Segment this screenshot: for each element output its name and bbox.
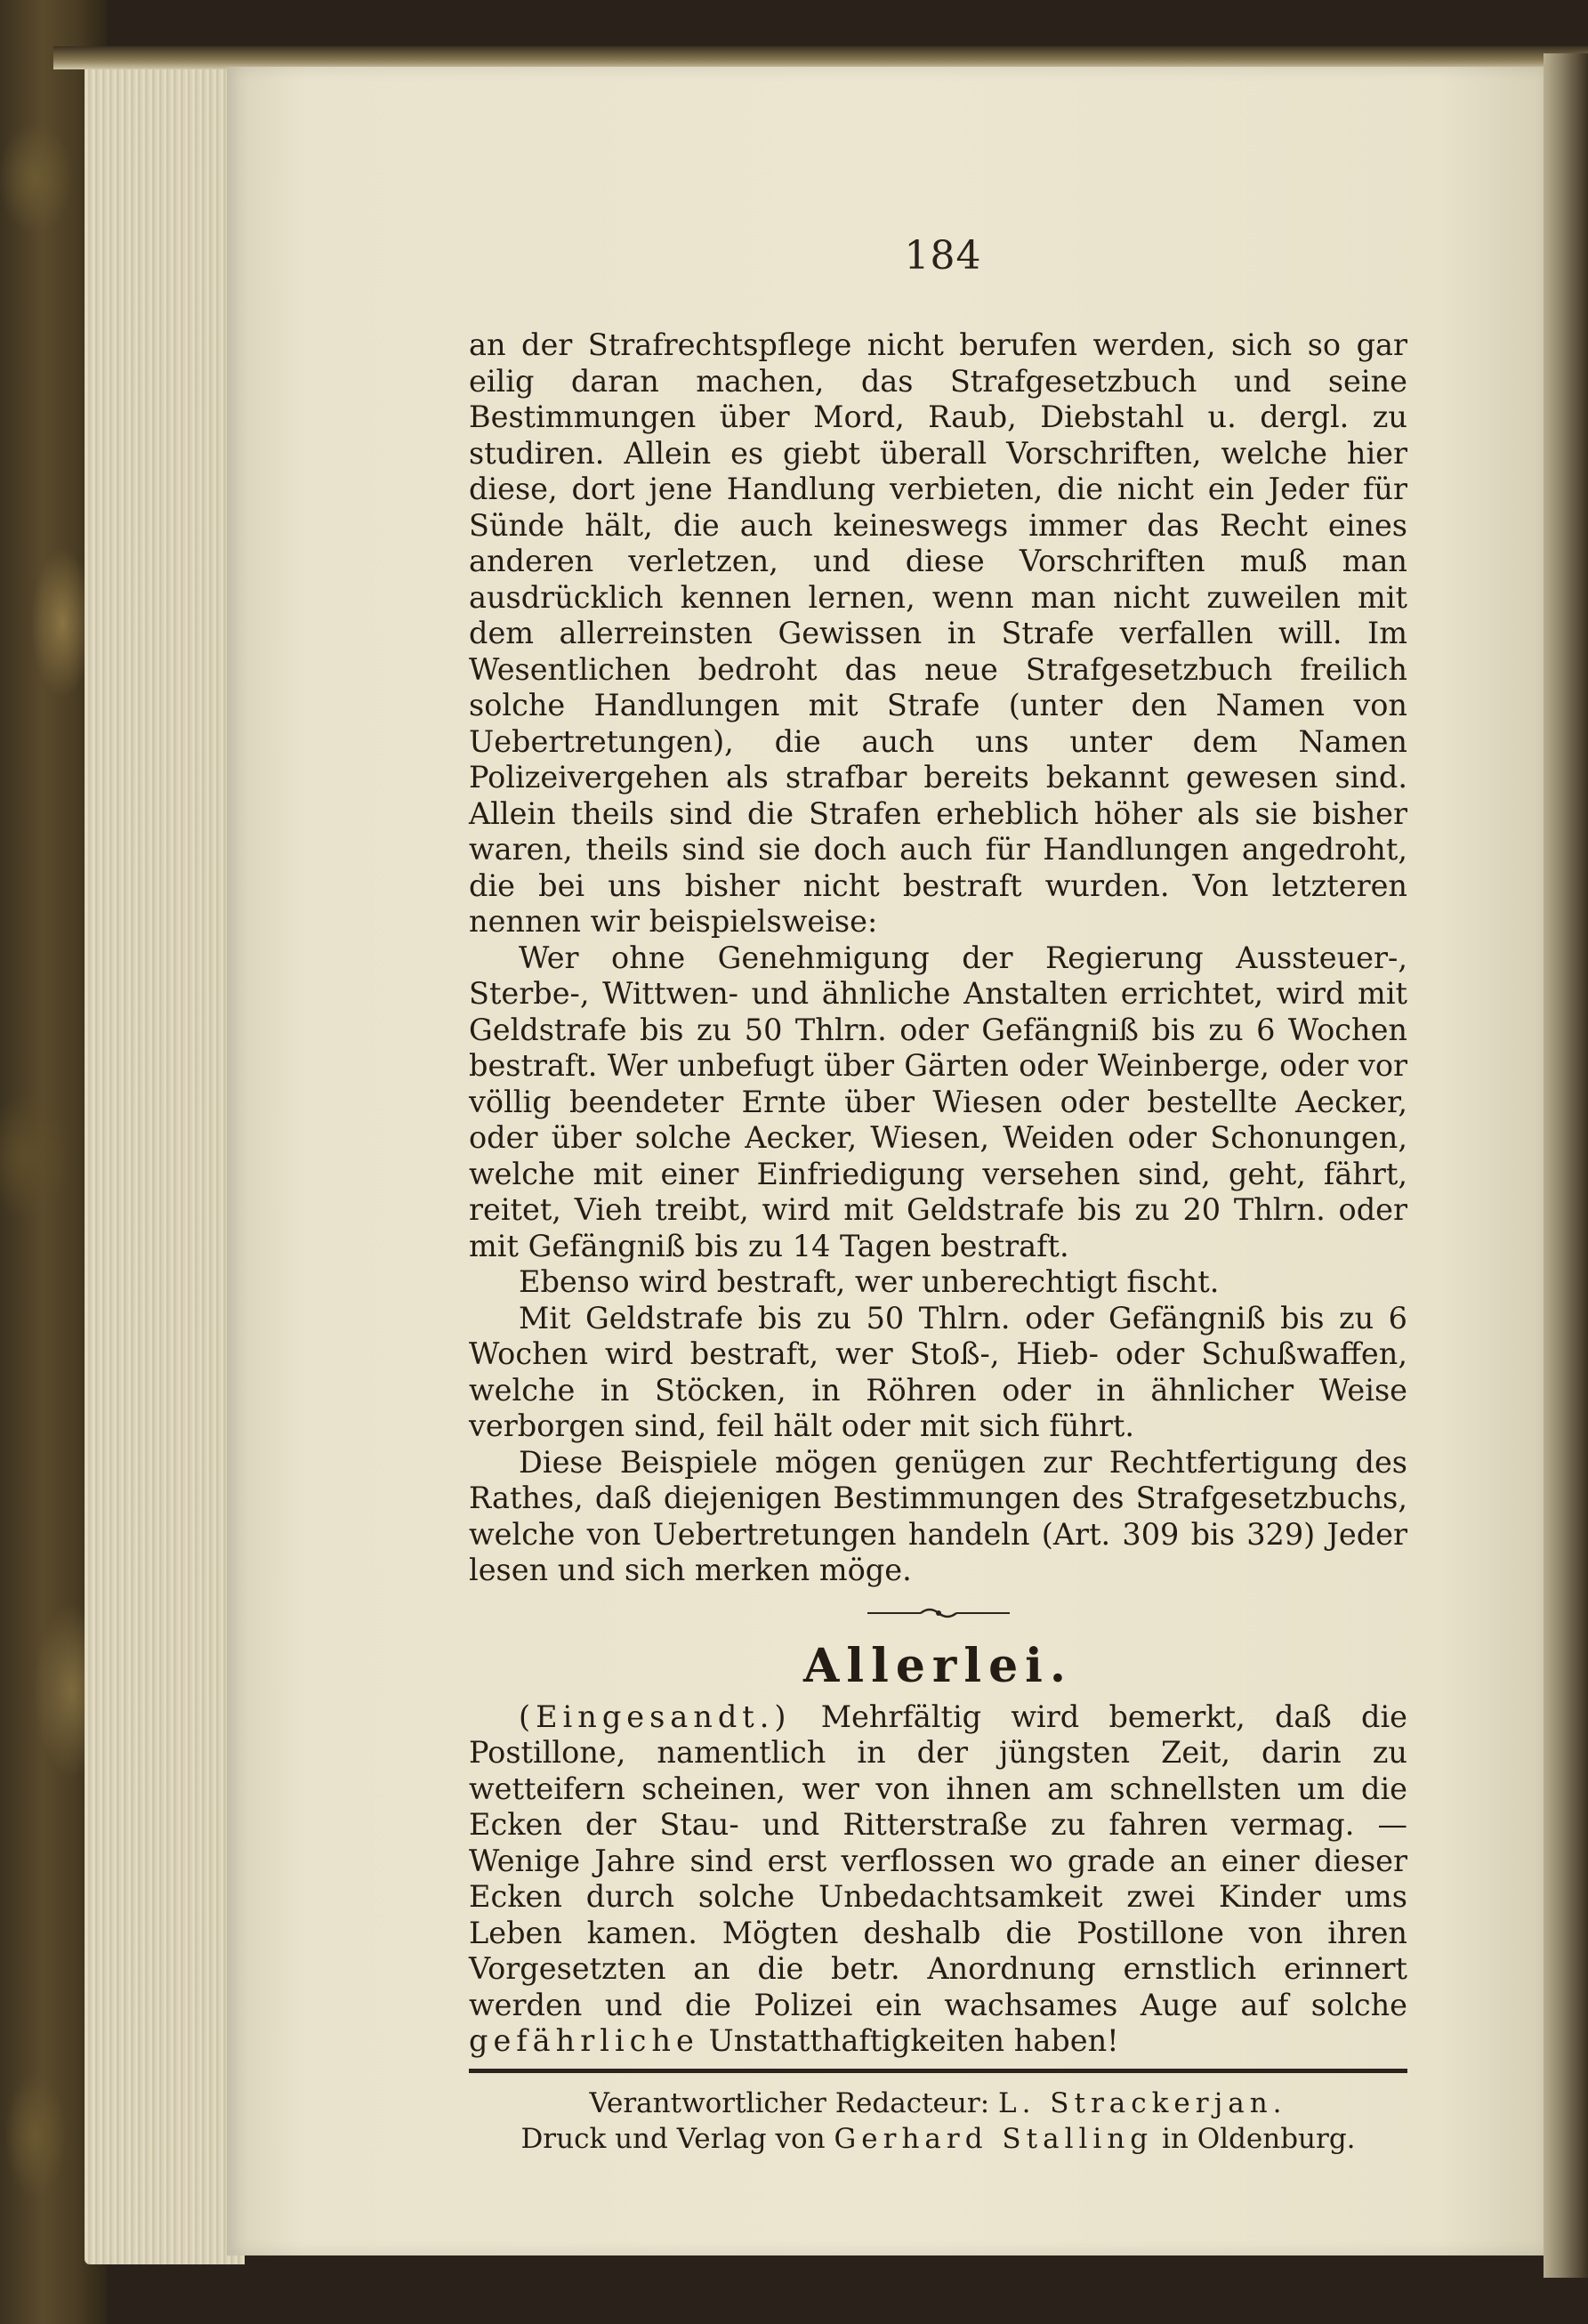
section-divider-ornament [469, 1593, 1407, 1634]
page-text [469, 327, 1407, 2157]
press-name: Gerhard Stalling [834, 2122, 1154, 2155]
section-text-1: Mehrfältig wird bemerkt, daß die Postillone, namentlich in der jüngsten Zeit, darin zu wetteifern scheinen, wer von ihnen am schnellsten um die Ecken der Stau- und Ritterstraße zu fahren vermag. — Wenige Jahre sind erst verflossen wo grade an einer dieser Ecken durch solche Unbedachtsamkeit zwei Kinder ums Leben kamen. Mögten deshalb die Postillone von ihren Vorgesetzten an die betr. Anordnung ernstlich erinnert werden und die Polizei ein wachsames Auge auf solche [469, 1699, 1407, 2022]
section-lead: (Eingesandt.) [519, 1699, 792, 1734]
page-right-edge [1544, 53, 1588, 2278]
paragraph-3: Ebenso wird bestraft, wer unberechtigt fischt. [519, 1264, 1220, 1299]
press-label-2: in Oldenburg. [1153, 2122, 1356, 2155]
page-number: 184 [904, 233, 982, 278]
paragraph-5: Diese Beispiele mögen genügen zur Rechtfertigung des Rathes, daß diejenigen Bestimmungen des Strafgesetzbuchs, welche von Uebertretungen handeln (Art. 309 bis 329) Jeder lesen und sich merken möge. [469, 1444, 1407, 1587]
section-paragraph [469, 1699, 1407, 2060]
ornament-icon [867, 1604, 1010, 1622]
page-edges [85, 58, 245, 2264]
editor-label: Verantwortlicher Redacteur: [589, 2086, 998, 2119]
section-text-2: Unstatthaftigkeiten haben! [698, 2023, 1119, 2058]
imprint-editor-line [469, 2086, 1407, 2121]
editor-name: L. Strackerjan. [998, 2086, 1287, 2119]
paragraph-2: Wer ohne Genehmigung der Regierung Aussteuer-, Sterbe-, Wittwen- und ähnliche Anstalten errichtet, wird mit Geldstrafe bis zu 50 Thlrn. oder Gefängniß bis zu 6 Wochen bestraft. Wer unbefugt über Gärten oder Weinberge, oder vor völlig beendeter Ernte über Wiesen oder bestellte Aecker, oder über solche Aecker, Wiesen, Weiden oder Schonungen, welche mit einer Einfriedigung versehen sind, geht, fährt, reitet, Vieh treibt, wird mit Geldstrafe bis zu 20 Thlrn. oder mit Gefängniß bis zu 14 Tagen bestraft. [469, 940, 1407, 1263]
imprint-press-line [469, 2121, 1407, 2157]
paragraph-1: an der Strafrechtspflege nicht berufen werden, sich so gar eilig daran machen, das Strafgesetzbuch und seine Bestimmungen über Mord, Raub, Diebstahl u. dergl. zu studiren. Allein es giebt überall Vorschriften, welche hier diese, dort jene Handlung verbieten, die nicht ein Jeder für Sünde hält, die auch keineswegs immer das Recht eines anderen verletzen, und diese Vorschriften muß man ausdrücklich kennen lernen, wenn man nicht zuweilen mit dem allerreinsten Gewissen in Strafe verfallen will. Im Wesentlichen bedroht das neue Strafgesetzbuch freilich solche Handlungen mit Strafe (unter den Namen von Uebertretungen), die auch uns unter dem Namen Polizeivergehen als strafbar bereits bekannt gewesen sind. Allein theils sind die Strafen erheblich höher als sie bisher waren, theils sind sie doch auch für Handlungen angedroht, die bei uns bisher nicht bestraft wurden. Von letzteren nennen wir beispielsweise: [469, 327, 1407, 939]
footer-rule [469, 2069, 1407, 2073]
section-title: Allerlei. [802, 1638, 1074, 1693]
section-emphasis: gefährliche [469, 2023, 699, 2058]
press-label-1: Druck und Verlag von [520, 2122, 834, 2155]
paragraph-4: Mit Geldstrafe bis zu 50 Thlrn. oder Gefängniß bis zu 6 Wochen wird bestraft, wer Stoß-, Hieb- oder Schußwaffen, welche in Stöcken, in Röhren oder in ähnlicher Weise verborgen sind, feil hält oder mit sich führt. [469, 1300, 1407, 1443]
